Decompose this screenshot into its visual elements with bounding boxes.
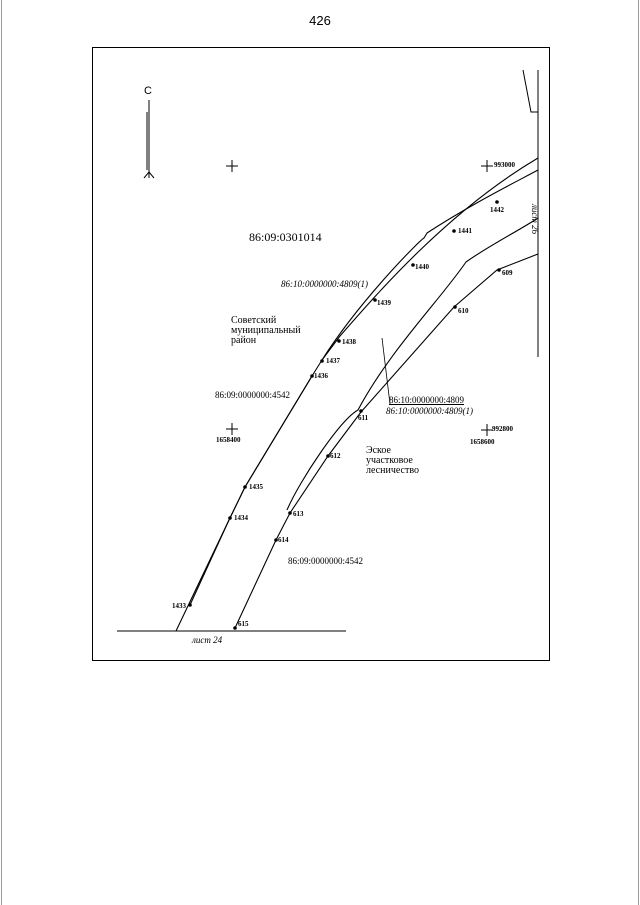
grid-cross [481,160,493,172]
grid-cross [226,160,238,172]
forest-parcel-label-top: 86:09:0000000:4542 [215,390,291,400]
point-1433 [188,603,192,607]
coord-bottom-x: 992800 [492,425,513,433]
point-1435 [243,485,247,489]
coord-left-y: 1658400 [216,436,241,444]
point-label-1436: 1436 [314,372,328,380]
point-label-612: 612 [330,452,341,460]
point-label-1437: 1437 [326,357,340,365]
north-label: С [144,85,152,97]
coord-right-y: 1658600 [470,438,495,446]
point-label-1441: 1441 [458,227,472,235]
point-label-614: 614 [278,536,289,544]
point-label-1442: 1442 [490,206,504,214]
road-edge-upper [322,170,538,360]
coord-top-x: 993000 [494,161,515,169]
point-label-610: 610 [458,307,469,315]
district-label: Советский муниципальный район [231,315,301,346]
point-label-1433: 1433 [172,602,186,610]
point-609 [497,268,501,272]
point-label-613: 613 [293,510,304,518]
forest-parcel-label-bottom: 86:09:0000000:4542 [288,556,364,566]
forestry-label: Эское участковое лесничество [366,445,419,476]
point-611 [359,409,363,413]
road-parcel-label-underlined: 86:10:0000000:4809 [389,395,465,405]
point-1442 [495,200,499,204]
point-1437 [320,359,324,363]
north-arrow-icon [144,100,154,178]
point-label-611: 611 [358,414,369,422]
point-615 [233,626,237,630]
point-label-1438: 1438 [342,338,356,346]
point-1441 [452,229,456,233]
road-parcel-label-bottom: 86:10:0000000:4809(1) [386,406,473,416]
point-label-1439: 1439 [377,299,391,307]
sheet-26-label: лист 26 [530,204,540,235]
road-parcel-label-top: 86:10:0000000:4809(1) [281,279,368,289]
sheet-24-label: лист 24 [192,635,223,645]
point-label-615: 615 [238,620,249,628]
point-1434 [228,516,232,520]
point-label-1435: 1435 [249,483,263,491]
point-label-1434: 1434 [234,514,248,522]
top-right-boundary [523,70,538,112]
parcel-main-label: 86:09:0301014 [249,230,322,244]
point-label-1440: 1440 [415,263,429,271]
point-label-609: 609 [502,269,513,277]
point-613 [288,511,292,515]
page-number: 426 [309,13,331,28]
point-610 [453,305,457,309]
grid-cross [226,423,238,435]
point-1438 [337,339,341,343]
